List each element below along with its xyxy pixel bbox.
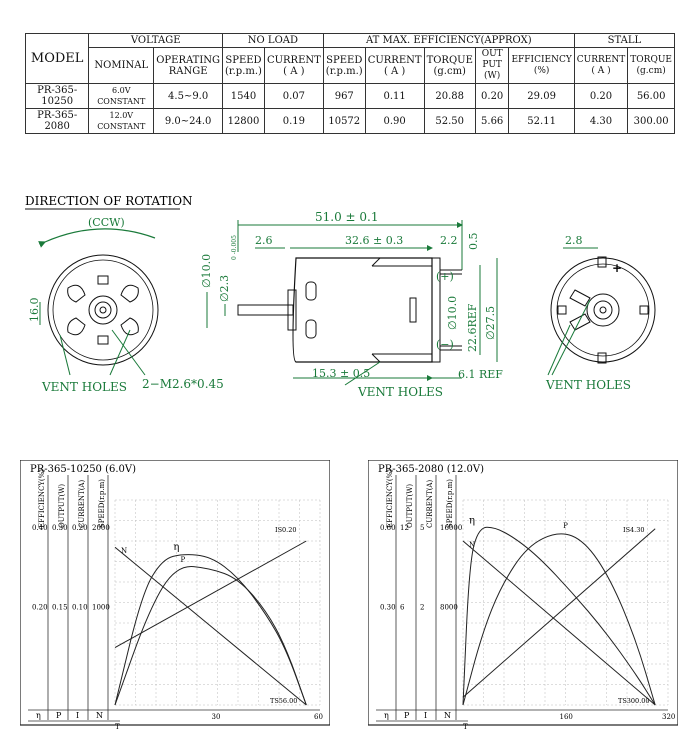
column-subheader-line: ( A ) [283, 65, 305, 77]
dia-27-5: ∅27.5 [484, 305, 497, 340]
table-cell: 6.0V CONSTANT [89, 84, 154, 109]
axis-top-value: 0.30 [52, 524, 68, 532]
dim-2-6: 2.6 [255, 234, 273, 247]
group-header: NO LOAD [223, 34, 324, 48]
plus-terminal-label: (+) [436, 270, 454, 283]
column-subheader [154, 48, 223, 84]
axis-top-value: 2000 [92, 524, 110, 532]
ccw-arrow-icon [45, 229, 155, 242]
axis-label: SPEED(r.p.m) [446, 479, 454, 528]
axis-letter: η [384, 711, 389, 720]
left-end-view [28, 216, 224, 394]
table-cell: 300.00 [628, 109, 675, 134]
dim-22-6: 22.6REF [466, 303, 479, 352]
series-line-i [463, 529, 655, 698]
minus-terminal-label: (−) [436, 338, 454, 351]
table-cell: 52.50 [424, 109, 475, 134]
axis-letter: η [36, 711, 41, 720]
axis-top-value: 0.40 [32, 524, 48, 532]
table-cell: 0.11 [365, 84, 424, 109]
table-cell: 52.11 [509, 109, 574, 134]
column-subheader-line: TORQUE [630, 54, 672, 65]
x-tick-label: 60 [314, 713, 323, 721]
axis-letter: N [444, 711, 451, 720]
chart-title: PR-365-2080 (12.0V) [378, 464, 485, 475]
column-subheader-line: OUT PUT [481, 49, 503, 70]
column-subheader-line: TORQUE [426, 54, 473, 66]
axis-label: CURRENT(A) [78, 479, 86, 528]
table-cell: 0.07 [264, 84, 323, 109]
column-subheader [628, 48, 675, 84]
column-subheader-line: EFFICIENCY [511, 54, 572, 65]
table-cell: 10572 [323, 109, 365, 134]
series-line-eta [115, 555, 306, 705]
column-subheader-line: (r.p.m.) [225, 65, 262, 77]
x-tick-label: 30 [211, 713, 221, 721]
chart-title: PR-365-10250 (6.0V) [30, 464, 137, 475]
stall-torque-annotation: TS56.00 [270, 697, 298, 705]
table-subheader-row [26, 48, 675, 84]
vent-holes-label: VENT HOLES [358, 385, 443, 399]
series-line-p [463, 534, 655, 705]
axis-mid-value: 8000 [440, 603, 458, 612]
column-subheader [89, 48, 154, 84]
group-header: VOLTAGE [89, 34, 223, 48]
axis-mid-value: 6 [400, 603, 405, 612]
column-subheader-line: (r.p.m.) [325, 65, 363, 77]
table-cell: 20.88 [424, 84, 475, 109]
axis-mid-value: 0.20 [32, 603, 48, 612]
series-label: N [469, 541, 476, 549]
axis-letter: P [56, 711, 62, 720]
table-cell: 0.20 [574, 84, 627, 109]
series-label: P [180, 555, 186, 564]
vent-holes-label: VENT HOLES [546, 378, 631, 392]
table-row [26, 109, 675, 134]
axis-mid-value: 2 [420, 603, 425, 612]
dim-15-3: 15.3 ± 0.5 [312, 367, 371, 380]
axis-mid-value: 0.30 [380, 603, 396, 612]
table-cell: 4.5~9.0 [154, 84, 223, 109]
axis-top-value: 5 [420, 524, 425, 532]
column-subheader-line: (%) [533, 65, 550, 76]
dim-51: 51.0 ± 0.1 [315, 210, 379, 224]
axis-letter: I [424, 711, 428, 720]
column-subheader-line: ( A ) [591, 65, 611, 76]
table-cell: 12800 [223, 109, 265, 134]
x-tick-label: 320 [662, 713, 676, 721]
column-subheader [574, 48, 627, 84]
series-label: η [469, 515, 476, 527]
table-cell: 967 [323, 84, 365, 109]
column-subheader [365, 48, 424, 84]
axis-label: OUTPUT(W) [58, 483, 66, 528]
column-subheader-line: CURRENT [576, 54, 626, 65]
group-header: STALL [574, 34, 674, 48]
table-cell: 0.19 [264, 109, 323, 134]
right-end-view [545, 234, 655, 392]
axis-top-value: 12 [400, 524, 409, 532]
column-subheader-line: CURRENT [266, 54, 321, 66]
table-row [26, 84, 675, 109]
dim-0-5: 0.5 [467, 232, 480, 250]
dim-6-1: 6.1 REF [458, 368, 503, 381]
dim-16: 16.0 [28, 297, 41, 322]
table-cell: 5.66 [475, 109, 509, 134]
axis-label: CURRENT(A) [426, 479, 434, 528]
dia-10-left: ∅10.0 [200, 253, 213, 288]
x-tick-label: 160 [559, 713, 573, 721]
column-subheader-line: (g.cm) [636, 65, 666, 76]
column-subheader-line: SPEED [225, 54, 262, 66]
column-subheader [323, 48, 365, 84]
axis-letter: N [96, 711, 103, 720]
column-subheader-line: NOMINAL [94, 60, 149, 71]
dim-2-8: 2.8 [565, 234, 583, 247]
x-axis-label: T [463, 723, 468, 730]
column-subheader-line: SPEED [326, 54, 363, 66]
column-subheader [264, 48, 323, 84]
column-subheader-line: (g.cm) [433, 65, 466, 77]
spec-table [25, 33, 675, 134]
stall-current-annotation: IS4.30 [623, 526, 645, 534]
motor-drawing [0, 180, 700, 410]
table-cell: 1540 [223, 84, 265, 109]
model-cell: PR-365-2080 [26, 109, 89, 134]
table-header-row [26, 34, 675, 48]
axis-label: EFFICIENCY(%) [38, 468, 46, 528]
column-subheader [475, 48, 509, 84]
performance-chart-2080 [368, 460, 678, 730]
column-subheader [223, 48, 265, 84]
column-subheader-line: (W) [484, 71, 501, 81]
table-cell: 56.00 [628, 84, 675, 109]
axis-label: EFFICIENCY(%) [386, 468, 394, 528]
table-cell: 0.20 [475, 84, 509, 109]
direction-title: DIRECTION OF ROTATION [25, 194, 193, 208]
performance-chart-10250 [20, 460, 330, 730]
stall-current-annotation: IS0.20 [275, 526, 297, 534]
column-subheader-line: OPERATING [156, 54, 221, 66]
model-cell: PR-365-10250 [26, 84, 89, 109]
axis-letter: P [404, 711, 410, 720]
axis-mid-value: 0.15 [52, 603, 68, 612]
table-cell: 4.30 [574, 109, 627, 134]
series-label: N [121, 547, 128, 556]
ccw-label: (CCW) [88, 216, 125, 229]
table-cell: 29.09 [509, 84, 574, 109]
stall-torque-annotation: TS300.00 [618, 697, 650, 705]
series-label: P [563, 521, 568, 530]
group-header: AT MAX. EFFICIENCY(APPROX) [323, 34, 574, 48]
column-subheader-line: ( A ) [383, 65, 406, 77]
axis-top-value: 0.20 [72, 524, 88, 532]
table-cell: 9.0~24.0 [154, 109, 223, 134]
side-view [200, 210, 503, 399]
series-line-p [115, 566, 306, 705]
vent-holes-label: VENT HOLES [42, 380, 127, 394]
axis-label: OUTPUT(W) [406, 483, 414, 528]
axis-mid-value: 0.10 [72, 603, 88, 612]
dim-2-2: 2.2 [440, 234, 458, 247]
dia-10-right: ∅10.0 [446, 295, 459, 330]
dim-32-6: 32.6 ± 0.3 [345, 234, 404, 247]
column-subheader-line: CURRENT [367, 54, 422, 66]
column-subheader-line: RANGE [168, 65, 208, 77]
shaft-tolerance: 0 -0.005 [231, 235, 238, 260]
table-cell: 0.90 [365, 109, 424, 134]
column-subheader [424, 48, 475, 84]
series-label: η [173, 541, 180, 553]
axis-top-value: 16000 [440, 524, 463, 532]
axis-letter: I [76, 711, 80, 720]
axis-label: SPEED(r.p.m) [98, 479, 106, 528]
plus-mark: + [612, 261, 623, 275]
column-subheader [509, 48, 574, 84]
x-axis-label: T [115, 723, 120, 730]
axis-top-value: 0.60 [380, 524, 396, 532]
dia-shaft: ∅2.3 [218, 274, 231, 302]
table-cell: 12.0V CONSTANT [89, 109, 154, 134]
model-header: MODEL [26, 34, 89, 84]
screw-label: 2−M2.6*0.45 [142, 377, 224, 391]
axis-mid-value: 1000 [92, 603, 110, 612]
